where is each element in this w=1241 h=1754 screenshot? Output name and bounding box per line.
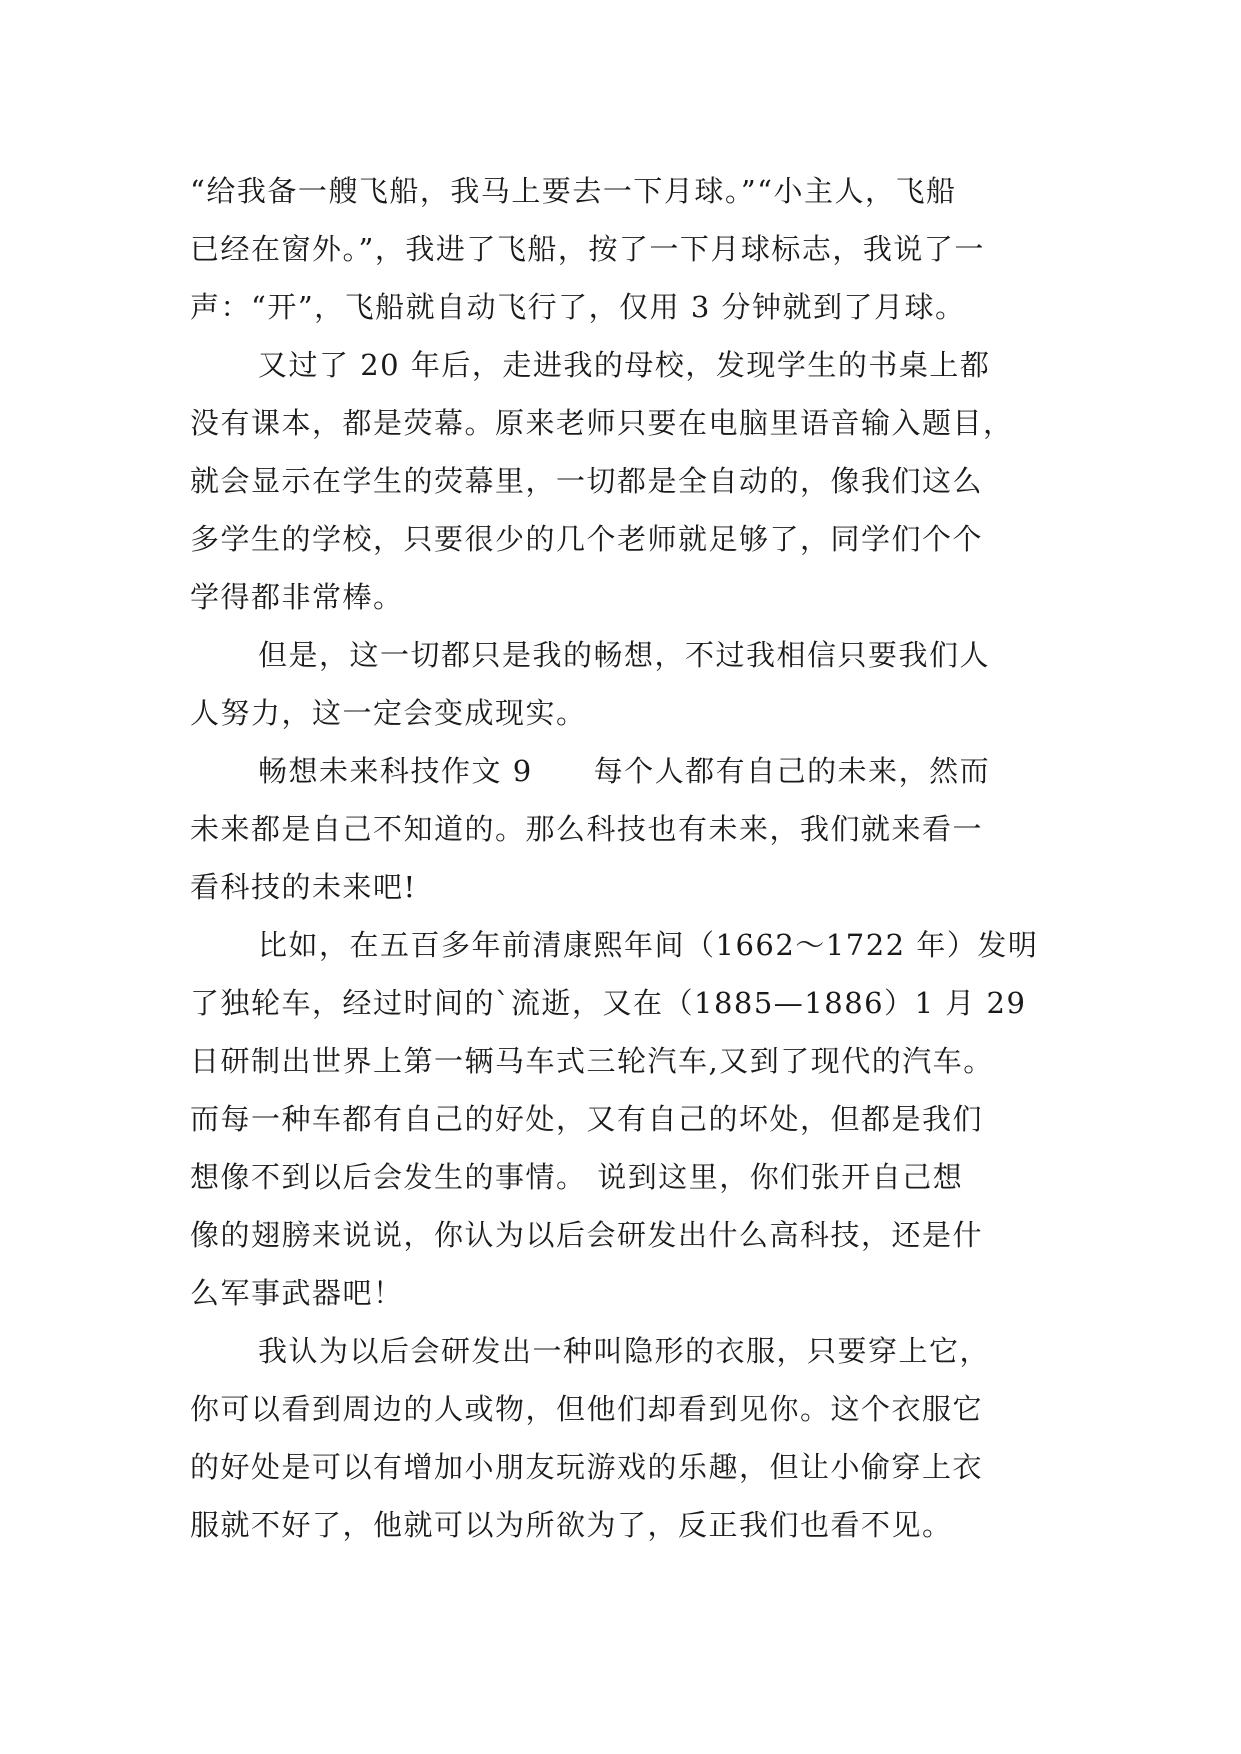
- text-line: 了独轮车，经过时间的`流逝，又在（1885—1886）1 月 29: [190, 986, 1027, 1020]
- text-line: 人努力，这一定会变成现实。: [190, 696, 587, 730]
- text-line: 而每一种车都有自己的好处，又有自己的坏处，但都是我们: [190, 1102, 984, 1136]
- text-line: 学得都非常棒。: [190, 580, 404, 614]
- text-line: 你可以看到周边的人或物，但他们却看到见你。这个衣服它: [190, 1392, 984, 1426]
- text-line: “给我备一艘飞船，我马上要去一下月球。”“小主人，飞船: [190, 174, 957, 208]
- text-line: 已经在窗外。”，我进了飞船，按了一下月球标志，我说了一: [190, 232, 985, 266]
- text-line: 多学生的学校，只要很少的几个老师就足够了，同学们个个: [190, 522, 984, 556]
- text-line: 畅想未来科技作文 9 每个人都有自己的未来，然而: [258, 754, 991, 788]
- text-line: 比如，在五百多年前清康熙年间（1662～1722 年）发明: [258, 928, 1039, 962]
- text-line: 就会显示在学生的荧幕里，一切都是全自动的，像我们这么: [190, 464, 984, 498]
- document-body: [190, 162, 1070, 1554]
- text-line: 服就不好了，他就可以为所欲为了，反正我们也看不见。: [190, 1508, 953, 1542]
- text-line: 我认为以后会研发出一种叫隐形的衣服，只要穿上它，: [258, 1334, 991, 1368]
- text-line: 又过了 20 年后，走进我的母校，发现学生的书桌上都: [258, 348, 991, 382]
- text-line: 想像不到以后会发生的事情。 说到这里，你们张开自己想: [190, 1160, 964, 1194]
- text-line: 没有课本，都是荧幕。原来老师只要在电脑里语音输入题目，: [190, 406, 1014, 440]
- text-line: 日研制出世界上第一辆马车式三轮汽车,又到了现代的汽车。: [190, 1044, 994, 1078]
- text-line: 像的翅膀来说说，你认为以后会研发出什么高科技，还是什: [190, 1218, 984, 1252]
- text-line: 但是，这一切都只是我的畅想，不过我相信只要我们人: [258, 638, 991, 672]
- text-line: 看科技的未来吧!: [190, 870, 417, 904]
- text-line: 声：“开”，飞船就自动飞行了，仅用 3 分钟就到了月球。: [190, 290, 966, 324]
- text-line: 么军事武器吧！: [190, 1276, 404, 1310]
- text-line: 的好处是可以有增加小朋友玩游戏的乐趣，但让小偷穿上衣: [190, 1450, 984, 1484]
- text-line: 未来都是自己不知道的。那么科技也有未来，我们就来看一: [190, 812, 984, 846]
